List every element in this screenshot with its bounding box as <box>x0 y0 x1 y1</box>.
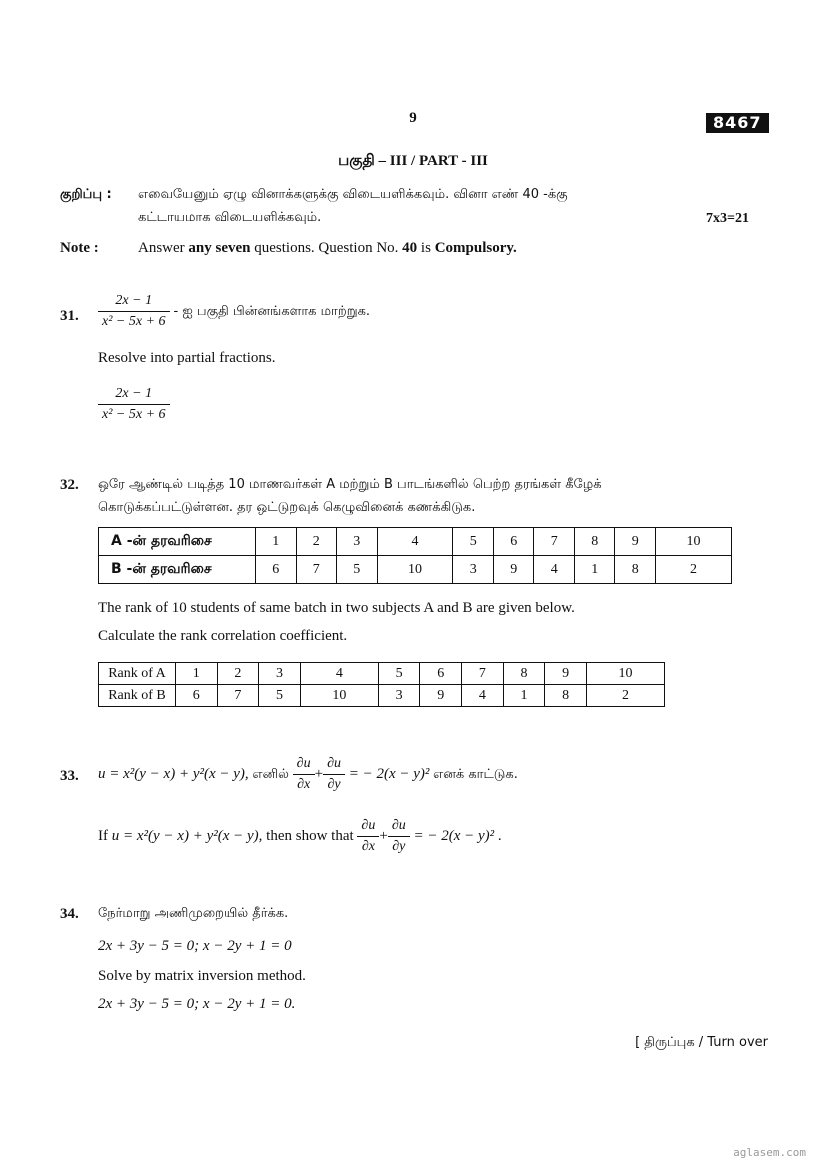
rank-cell: 9 <box>493 556 534 584</box>
rank-cell: 2 <box>655 556 731 584</box>
rank-cell: 7 <box>462 663 504 685</box>
rank-cell: 6 <box>176 685 218 707</box>
q32-tamil-line2: கொடுக்கப்பட்டுள்ளன. தர ஒட்டுறவுக் கெழுவினைக் கணக்கிடுக. <box>98 500 476 515</box>
rank-cell: 4 <box>300 663 378 685</box>
rank-cell: 2 <box>217 663 259 685</box>
rank-cell: 6 <box>256 556 297 584</box>
part-title: பகுதி – III / PART - III <box>338 153 488 169</box>
q34-equation-tamil: 2x + 3y − 5 = 0; x − 2y + 1 = 0 <box>98 938 292 954</box>
q31-english-text: Resolve into partial fractions. <box>98 350 276 366</box>
page-number: 9 <box>409 110 417 126</box>
q32-english-line1: The rank of 10 students of same batch in two subjects A and B are given below. <box>98 600 575 616</box>
q32-english-rank-table <box>98 662 665 707</box>
rank-cell: 9 <box>545 663 587 685</box>
rank-cell: 8 <box>615 556 656 584</box>
rank-cell: 4 <box>462 685 504 707</box>
tamil-note-label: குறிப்பு : <box>60 187 112 202</box>
rank-cell: 10 <box>655 528 731 556</box>
q31-fraction-english: $\frac{2x - 1}{\text{x² − 5x + 6}}$ <box>98 384 170 425</box>
table-row <box>99 556 732 584</box>
rank-cell: 9 <box>615 528 656 556</box>
rank-cell: 3 <box>259 663 301 685</box>
rank-cell: 10 <box>377 556 453 584</box>
row-label-b: Rank of B <box>99 685 176 707</box>
question-31-number: 31. <box>60 308 79 324</box>
rank-cell: 6 <box>493 528 534 556</box>
rank-cell: 8 <box>503 663 545 685</box>
row-label-a: A -ன் தரவரிசை <box>99 528 256 556</box>
rank-cell: 1 <box>503 685 545 707</box>
rank-cell: 4 <box>377 528 453 556</box>
rank-cell: 7 <box>217 685 259 707</box>
rank-cell: 4 <box>534 556 575 584</box>
rank-cell: 5 <box>337 556 378 584</box>
rank-cell: 8 <box>574 528 615 556</box>
rank-cell: 2 <box>296 528 337 556</box>
rank-cell: 3 <box>337 528 378 556</box>
watermark: aglasem.com <box>733 1146 806 1159</box>
rank-cell: 6 <box>420 663 462 685</box>
table-row <box>99 685 665 707</box>
table-row <box>99 528 732 556</box>
rank-cell: 5 <box>378 663 420 685</box>
rank-cell: 1 <box>256 528 297 556</box>
rank-cell: 9 <box>420 685 462 707</box>
q33-english-statement: If u = x²(y − x) + y²(x − y), then show that $\frac{\partial u}{\partial x}$ + $\frac{\partial u}{\partial y}$ = − 2(x − y)² . <box>98 818 502 854</box>
q33-tamil-statement: u = x²(y − x) + y²(x − y), எனில் $\frac{\partial u}{\partial x}$ + $\frac{\partial u}{\partial y}$ = − 2(x − y)² எனக் காட்டுக. <box>98 756 518 792</box>
marks-allocation: 7x3=21 <box>706 211 749 226</box>
rank-cell: 10 <box>300 685 378 707</box>
q32-tamil-line1: ஒரே ஆண்டில் படித்த 10 மாணவர்கள் A மற்றும் B பாடங்களில் பெற்ற தரங்கள் கீழேக் <box>98 477 602 492</box>
paper-code: 8467 <box>706 113 769 133</box>
note-text: Answer any seven questions. Question No. 40 is Compulsory. <box>138 240 517 256</box>
tamil-instruction-line1: எவையேனும் ஏழு வினாக்களுக்கு விடையளிக்கவும். வினா எண் 40 -க்கு <box>138 187 568 202</box>
rank-cell: 2 <box>586 685 664 707</box>
q31-tamil-text: - ஐ பகுதி பின்னங்களாக மாற்றுக. <box>173 304 371 320</box>
turn-over-note: [ திருப்புக / Turn over <box>635 1035 768 1050</box>
rank-cell: 10 <box>586 663 664 685</box>
question-33-number: 33. <box>60 768 79 784</box>
rank-cell: 8 <box>545 685 587 707</box>
row-label-a: Rank of A <box>99 663 176 685</box>
q34-english-text: Solve by matrix inversion method. <box>98 968 306 984</box>
rank-cell: 1 <box>574 556 615 584</box>
rank-cell: 1 <box>176 663 218 685</box>
q34-equation-english: 2x + 3y − 5 = 0; x − 2y + 1 = 0. <box>98 996 296 1012</box>
row-label-b: B -ன் தரவரிசை <box>99 556 256 584</box>
q31-fraction: $\frac{2x - 1}{\text{x² − 5x + 6}}$ - ஐ பகுதி பின்னங்களாக மாற்றுக. <box>98 291 370 332</box>
table-row <box>99 663 665 685</box>
q34-tamil-text: நேர்மாறு அணிமுறையில் தீர்க்க. <box>98 906 289 921</box>
question-32-number: 32. <box>60 477 79 493</box>
rank-cell: 3 <box>378 685 420 707</box>
q32-tamil-rank-table <box>98 527 732 584</box>
tamil-instruction-line2: கட்டாயமாக விடையளிக்கவும். <box>138 210 322 225</box>
note-label: Note : <box>60 240 99 256</box>
q32-english-line2: Calculate the rank correlation coefficient. <box>98 628 348 644</box>
rank-cell: 5 <box>453 528 494 556</box>
rank-cell: 3 <box>453 556 494 584</box>
rank-cell: 7 <box>296 556 337 584</box>
rank-cell: 5 <box>259 685 301 707</box>
rank-cell: 7 <box>534 528 575 556</box>
question-34-number: 34. <box>60 906 79 922</box>
